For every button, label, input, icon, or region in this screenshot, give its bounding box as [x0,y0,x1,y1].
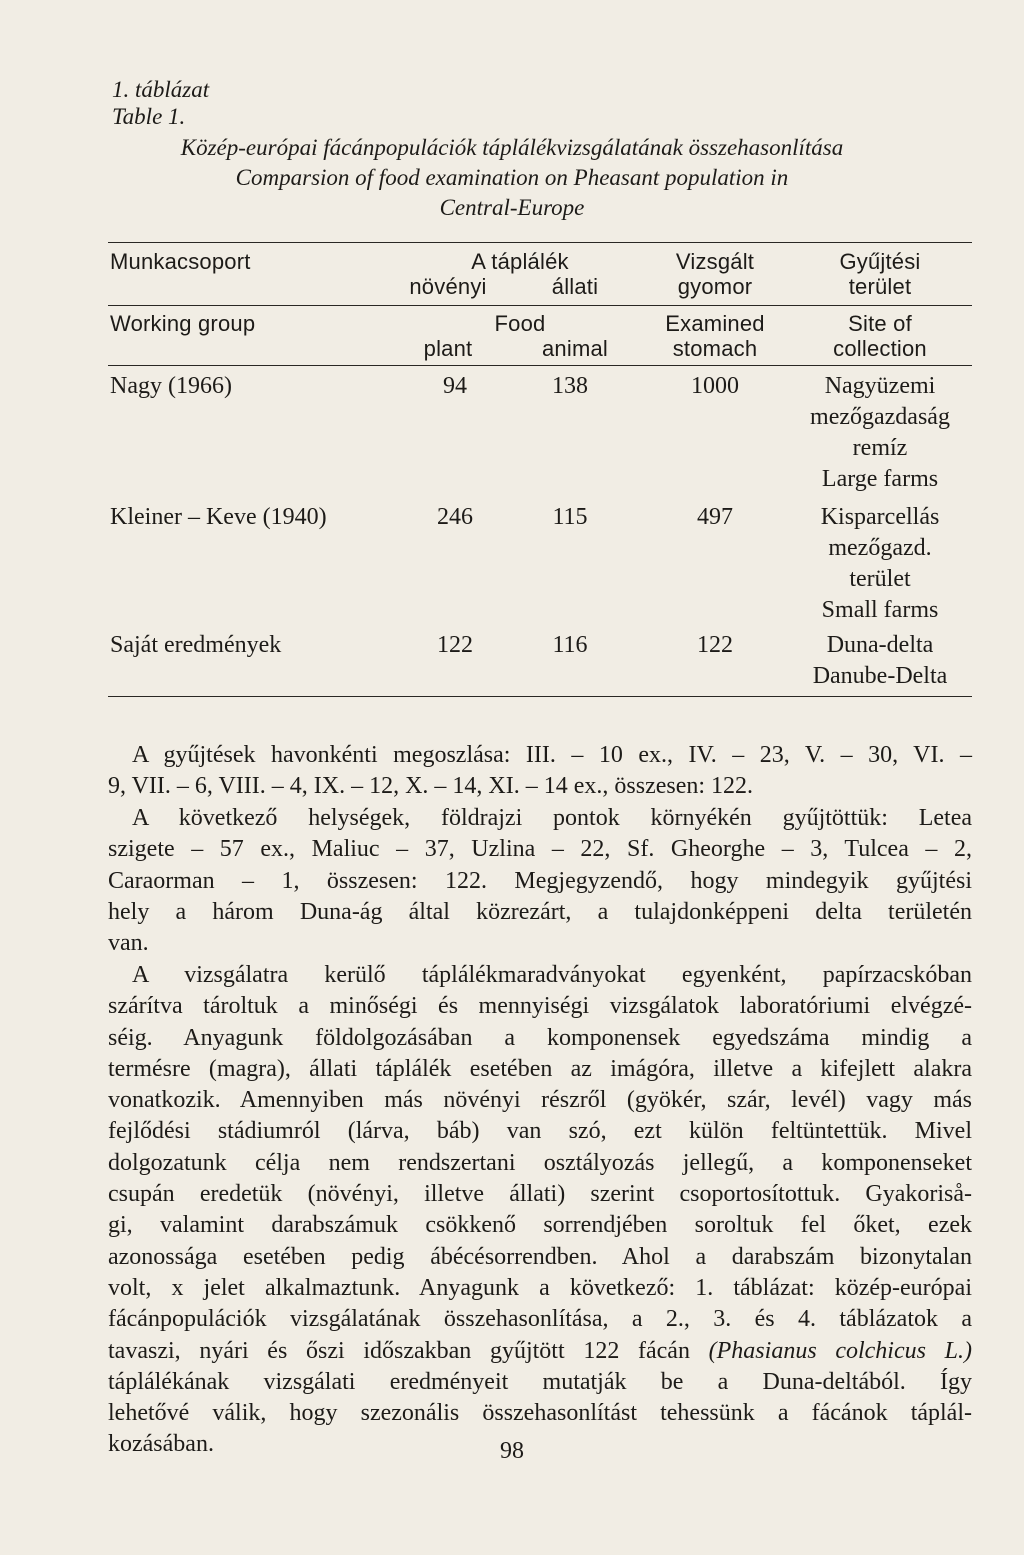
header-examined-hu-2: gyomor [677,274,753,299]
row-2-site-2: mezőgazd. [828,535,932,561]
p3-line-5: vonatkozik. Amennyiben más növényi részről (gyökér, szár, levél) vagy más [108,1087,972,1114]
row-3-plant: 122 [437,632,473,658]
row-3-examined: 122 [697,632,733,658]
p3-line-4: termésre (magra), állati táplálék esetében az imágóra, illetve a kifejlett alakra [108,1055,972,1082]
p3-line-9: gi, valamint darabszámuk csökkenő sorrendjében soroltuk fel őket, ezek [108,1212,972,1239]
p3-line-1: A vizsgálatra kerülő táplálékmaradványokat egyenként, papírzacskóban [132,962,972,988]
header-site-hu-2: terület [848,274,912,299]
p2-line-3: Caraorman – 1, összesen: 122. Megjegyzendő, hogy mindegyik gyűjtési [108,867,972,894]
p3-line-14: táplálékának vizsgálati eredményeit mutatják be a Duna-deltából. Így [108,1368,972,1395]
row-3-group: Saját eredmények [110,632,282,658]
row-1-site-1: Nagyüzemi [824,373,936,399]
p3-line-8: csupán eredetük (növényi, illetve állati) szerint csoportosítottuk. Gyakoriså- [108,1181,972,1208]
p3-line-16: kozásában. [108,1431,214,1458]
header-examined-en-2: stomach [672,336,758,361]
header-animal-hu: állati [551,274,599,299]
paragraph-collection-months [108,740,972,803]
row-1-group: Nagy (1966) [110,373,232,399]
header-site-en-1: Site of [848,311,912,336]
species-name: (Phasianus colchicus L.) [708,1337,972,1364]
table-mid-rule [108,305,972,306]
row-1-plant: 94 [443,373,467,399]
table-top-rule [108,242,972,243]
paragraph-methods [108,960,972,1461]
header-examined-hu-1: Vizsgált [675,249,755,274]
row-1-examined: 1000 [691,373,739,399]
header-food-en: Food [494,311,546,336]
header-animal-en: animal [541,336,608,361]
header-group-en: Working group [110,311,256,336]
row-2-site-1: Kisparcellás [820,504,940,530]
p2-line-4: hely a három Duna-ág által közrezárt, a tulajdonképpeni delta területén [108,898,972,925]
row-1-animal: 138 [552,373,588,399]
row-2-site-3: terület [849,566,911,592]
header-plant-en: plant [423,336,473,361]
table-title-en-1: Comparsion of food examination on Pheasant population in [235,165,789,190]
p3-line-6: fejlődési stádiumról (lárva, báb) van szó, ezt külön feltüntettük. Mivel [108,1118,972,1145]
row-3-site-1: Duna-delta [826,632,934,658]
p3-line-15: lehetővé válik, hogy szezonális összehasonlítást tehessünk a fácánok táplál- [108,1400,972,1427]
header-examined-en-1: Examined [665,311,765,336]
table-title-hu: Közép-európai fácánpopulációk táplálékvizsgálatának összehasonlítása [180,135,844,160]
row-1-site-2: mezőgazdaság [810,404,950,430]
p3-line-2: szárítva tároltuk a minőségi és mennyiségi vizsgálatok laboratóriumi elvégzé- [108,993,972,1020]
header-site-en-2: collection [833,336,927,361]
row-2-plant: 246 [437,504,473,530]
p2-line-1: A következő helységek, földrajzi pontok környékén gyűjtöttük: Letea [132,805,972,831]
p3-line-13-text: tavaszi, nyári és őszi időszakban gyűjtött 122 fácán [108,1337,690,1364]
page-number: 98 [500,1438,524,1464]
p3-line-11: volt, x jelet alkalmaztunk. Anyagunk a következő: 1. táblázat: közép-európai [108,1274,972,1301]
row-3-site-2: Danube-Delta [812,663,948,689]
row-2-group: Kleiner – Keve (1940) [110,504,327,530]
table-bottom-rule [108,696,972,697]
header-group-hu: Munkacsoport [110,249,251,274]
p3-line-3: séig. Anyagunk földolgozásában a komponensek egyedszáma mindig a [108,1024,972,1051]
p2-line-2: szigete – 57 ex., Maliuc – 37, Uzlina – 22, Sf. Gheorghe – 3, Tulcea – 2, [108,836,972,863]
row-1-site-4: Large farms [821,466,939,492]
table-title-en-2: Central-Europe [439,195,585,220]
header-plant-hu: növényi [409,274,487,299]
p3-line-10: azonossága esetében pedig ábécésorrendben. Ahol a darabszám bizonytalan [108,1243,972,1270]
p3-line-12: fácánpopulációk vizsgálatának összehasonlítása, a 2., 3. és 4. táblázatok a [108,1306,972,1333]
row-3-animal: 116 [552,632,588,658]
row-2-animal: 115 [552,504,588,530]
table-label-hu: 1. táblázat [112,77,210,102]
table-label-en: Table 1. [112,104,186,129]
p2-line-5: van. [108,930,149,957]
table-header-rule [108,365,972,366]
row-2-examined: 497 [697,504,733,530]
header-site-hu-1: Gyűjtési [839,249,921,274]
p3-line-13 [108,1336,972,1367]
header-food-hu: A táplálék [471,249,569,274]
row-2-site-4: Small farms [821,597,939,623]
paragraph-collection-sites [108,803,972,959]
p1-line-1: A gyűjtések havonkénti megoszlása: III. – 10 ex., IV. – 23, V. – 30, VI. – [132,742,972,768]
row-1-site-3: remíz [852,435,908,461]
p1-line-2: 9, VII. – 6, VIII. – 4, IX. – 12, X. – 14, XI. – 14 ex., összesen: 122. [108,773,754,800]
p3-line-7: dolgozatunk célja nem rendszertani osztályozás jellegű, a komponenseket [108,1149,972,1176]
